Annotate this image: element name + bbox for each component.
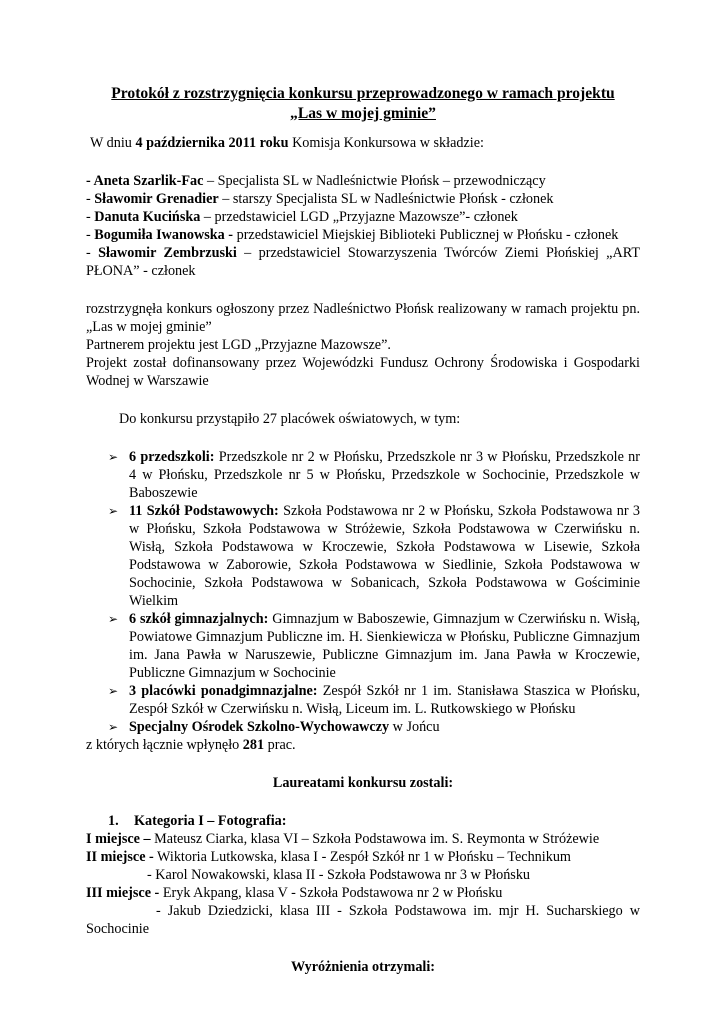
laureates-heading: Laureatami konkursu zostali:: [272, 775, 454, 791]
category-heading: [108, 812, 640, 830]
list-item: [86, 448, 640, 502]
distinctions-heading: Wyróżnienia otrzymali:: [290, 959, 436, 975]
document-title: [86, 84, 640, 124]
institution-label: 6 szkół gimnazjalnych:: [129, 611, 269, 627]
second-place: [86, 848, 640, 866]
place-label: II miejsce -: [86, 849, 154, 865]
member-name: Bogumiła Iwanowska -: [94, 227, 234, 243]
member-role: – Specjalista SL w Nadleśnictwie Płońsk – przewodniczący: [203, 173, 546, 189]
arrow-bullet-icon: ➢: [108, 720, 119, 734]
member-name: Sławomir Zembrzuski: [98, 245, 237, 261]
arrow-bullet-icon: ➢: [108, 504, 119, 518]
institution-label: 6 przedszkoli:: [129, 449, 215, 465]
place-text: Mateusz Ciarka, klasa VI – Szkoła Podstawowa im. S. Reymonta w Stróżewie: [150, 831, 600, 847]
partner-line: Partnerem projektu jest LGD „Przyjazne Mazowsze”.: [86, 337, 391, 353]
place-label: I miejsce –: [86, 831, 151, 847]
member-item: [86, 172, 640, 190]
institution-text: w Jońcu: [389, 719, 440, 735]
institution-label: Specjalny Ośrodek Szkolno-Wychowawczy: [129, 719, 390, 735]
institution-text: Szkoła Podstawowa nr 2 w Płońsku, Szkoła Podstawowa nr 3 w Płońsku, Szkoła Podstawowa w Stróżewie, Szkoła Podstawowa w Czerwińsku n. Wisłą, Szkoła Podstawowa w Kroczewie, Szkoła Podstawowa w Lisewie, Szkoła Podstawowa w Zaborowie, Szkoła Podstawowa w Siedlinie, Szkoła Podstawowa w Sochocinie, Szkoła Podstawowa w Sobanicach, Szkoła Podstawowa w Gościminie Wielkim: [129, 503, 640, 609]
member-dash: -: [86, 191, 95, 207]
institution-text: Gimnazjum w Baboszewie, Gimnazjum w Czerwińsku n. Wisłą, Powiatowe Gimnazjum Publiczne im. H. Sienkiewicza w Płońsku, Publiczne Gimnazjum im. Jana Pawła w Naruszewie, Publiczne Gimnazjum im. Jana Pawła w Kroczewie, Publiczne Gimnazjum w Sochocinie: [129, 611, 640, 681]
member-role: – starszy Specjalista SL w Nadleśnictwie Płońsk - członek: [218, 191, 554, 207]
arrow-bullet-icon: ➢: [108, 612, 119, 626]
member-item: [86, 208, 640, 226]
works-count: 281: [242, 737, 265, 753]
third-place-continued: [86, 902, 640, 938]
member-item: [86, 190, 640, 208]
works-prefix: z których łącznie wpłynęło: [86, 737, 243, 753]
place-text: Wiktoria Lutkowska, klasa I - Zespół Szkół nr 1 w Płońsku – Technikum: [153, 849, 571, 865]
member-role: przedstawiciel Miejskiej Biblioteki Publicznej w Płońsku - członek: [233, 227, 619, 243]
second-place-continued: - Karol Nowakowski, klasa II - Szkoła Podstawowa nr 3 w Płońsku: [147, 867, 531, 883]
third-place: [86, 884, 640, 902]
member-dash: -: [86, 245, 99, 261]
member-name: Aneta Szarlik-Fac: [93, 173, 204, 189]
member-name: Danuta Kucińska: [94, 209, 201, 225]
list-item: [86, 718, 640, 736]
member-name: Sławomir Grenadier: [94, 191, 219, 207]
intro-date: 4 października 2011 roku: [135, 135, 289, 151]
institution-text: Zespół Szkół nr 1 im. Stanisława Staszica w Płońsku, Zespół Szkół w Czerwińsku n. Wisłą, Liceum im. L. Rutkowskiego w Płońsku: [129, 683, 641, 717]
works-suffix: prac.: [264, 737, 296, 753]
category-title: Kategoria I – Fotografia:: [134, 813, 287, 829]
list-item: [86, 502, 640, 610]
member-role: – przedstawiciel LGD „Przyjazne Mazowsze”- członek: [200, 209, 518, 225]
place-label: III miejsce -: [86, 885, 160, 901]
member-role: – przedstawiciel Stowarzyszenia Twórców Ziemi Płońskiej „ART PŁONA” - członek: [86, 245, 641, 279]
institution-label: 3 placówki ponadgimnazjalne:: [129, 683, 318, 699]
list-item: [86, 682, 640, 718]
institution-text: Przedszkole nr 2 w Płońsku, Przedszkole nr 3 w Płońsku, Przedszkole nr 4 w Płońsku, Przedszkole nr 5 w Płońsku, Przedszkole w Sochocinie, Przedszkole w Baboszewie: [129, 449, 640, 501]
title-line-2: „Las w mojej gminie”: [290, 105, 436, 122]
third-place-continued-text: - Jakub Dziedzicki, klasa III - Szkoła Podstawowa im. mjr H. Sucharskiego w Sochocinie: [86, 903, 640, 937]
member-dash: -: [86, 209, 95, 225]
institution-list: [86, 448, 640, 736]
commission-members: [86, 172, 640, 280]
list-item: [86, 610, 640, 682]
intro-paragraph: [90, 134, 640, 152]
decision-block: [86, 300, 640, 390]
intro-prefix: W dniu: [90, 135, 136, 151]
arrow-bullet-icon: ➢: [108, 450, 119, 464]
category-number: 1.: [108, 813, 119, 829]
member-dash: -: [86, 227, 95, 243]
funding-line: Projekt został dofinansowany przez Wojewódzki Fundusz Ochrony Środowiska i Gospodarki Wodnej w Warszawie: [86, 355, 640, 389]
works-count-line: [86, 736, 640, 754]
member-item: [86, 226, 640, 244]
arrow-bullet-icon: ➢: [108, 684, 119, 698]
member-item: [86, 244, 640, 280]
member-dash: -: [86, 173, 94, 189]
participants-line: Do konkursu przystąpiło 27 placówek oświatowych, w tym:: [119, 411, 461, 427]
category-1-section: [86, 812, 640, 938]
first-place: [86, 830, 640, 848]
decision-line: rozstrzygnęła konkurs ogłoszony przez Nadleśnictwo Płońsk realizowany w ramach projektu pn. „Las w mojej gminie”: [86, 301, 640, 335]
intro-suffix: Komisja Konkursowa w składzie:: [288, 135, 484, 151]
place-text: Eryk Akpang, klasa V - Szkoła Podstawowa nr 2 w Płońsku: [159, 885, 503, 901]
title-line-1: Protokół z rozstrzygnięcia konkursu przeprowadzonego w ramach projektu: [111, 85, 615, 102]
institution-label: 11 Szkół Podstawowych:: [129, 503, 279, 519]
